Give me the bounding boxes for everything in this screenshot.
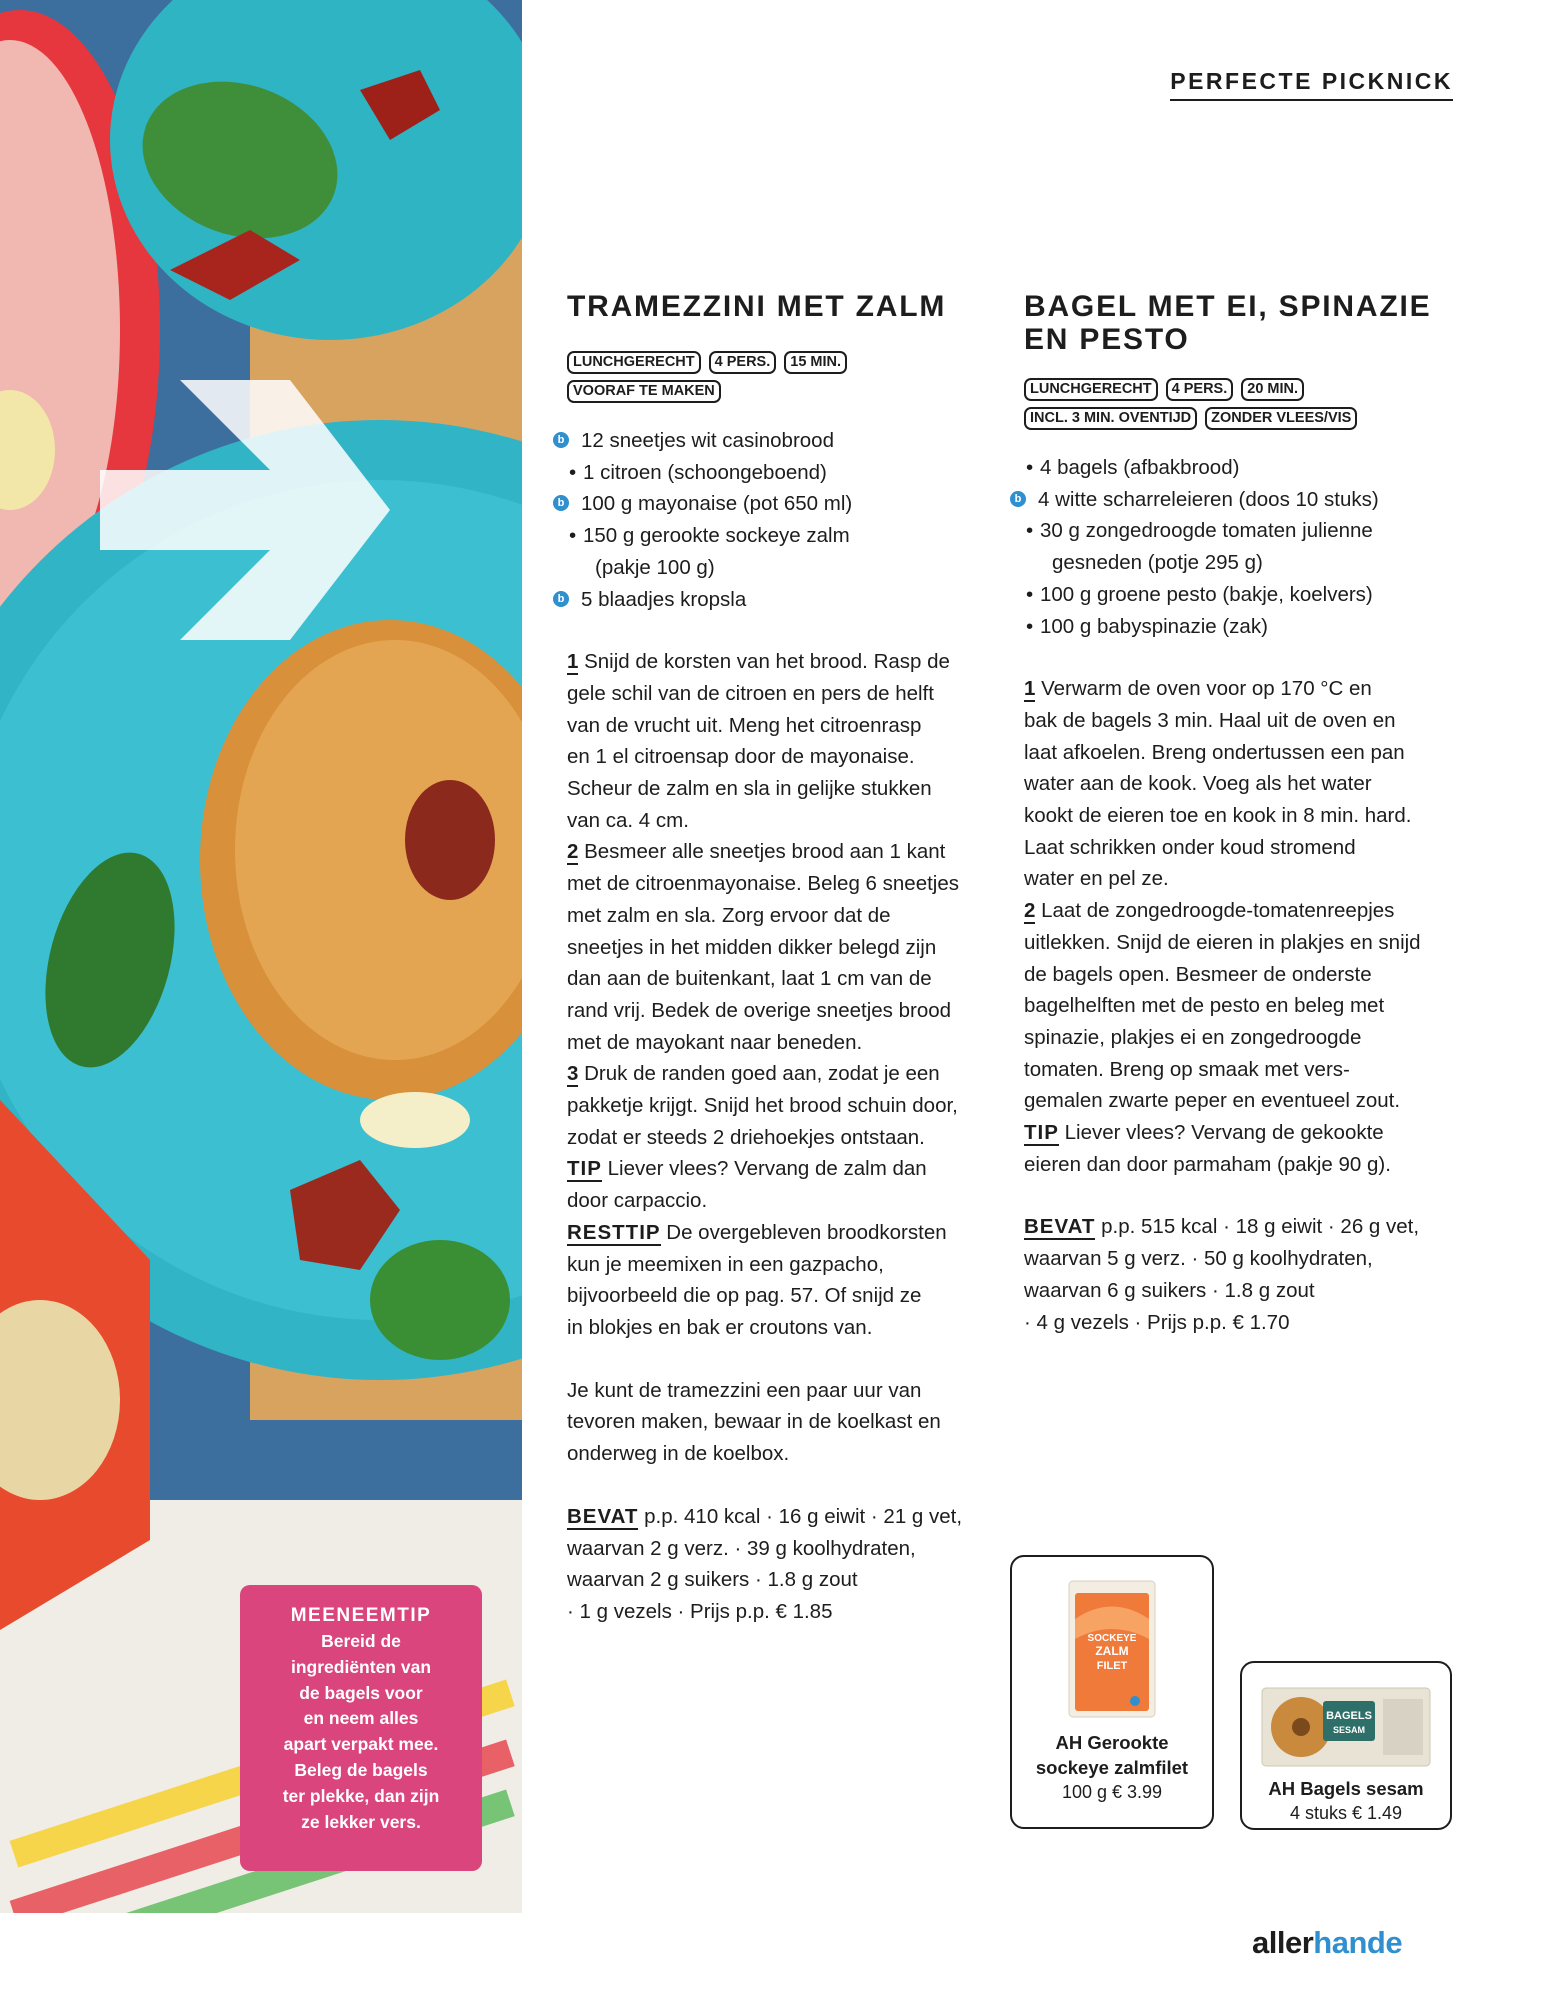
nutrition-info: BEVAT p.p. 410 kcal · 16 g eiwit · 21 g vet, waarvan 2 g verz. · 39 g koolhydraten, waarvan 2 g suikers · 1.8 g zout · 1 g vezels · Prijs p.p. € 1.85 — [567, 1504, 963, 1623]
step: 2 Besmeer alle sneetjes brood aan 1 kant met de citroenmayonaise. Beleg 6 sneetjes met zalm en sla. Zorg ervoor dat de sneetjes in het midden dikker belegd zijn dan aan de buitenkant, laat 1 cm van de rand vrij. Bedek de overige sneetjes brood met de mayokant naar beneden. — [567, 840, 960, 1054]
recipe-tramezzini — [557, 290, 999, 1628]
ingredient-item: (pakje 100 g) — [595, 555, 715, 579]
svg-text:SESAM: SESAM — [1332, 1725, 1366, 1735]
svg-text:BAGELS: BAGELS — [1326, 1710, 1372, 1722]
method — [1024, 673, 1464, 1180]
product-card-salmon[interactable] — [1010, 1555, 1214, 1829]
product-name: AH Gerookte sockeye zalmfilet — [1035, 1732, 1189, 1778]
product-card-bagels[interactable] — [1240, 1661, 1452, 1830]
section-label: PERFECTE PICKNICK — [1170, 68, 1453, 101]
recipe-bagel — [1014, 290, 1464, 1338]
step: 1 Verwarm de oven voor op 170 °C en bak de bagels 3 min. Haal uit de oven en laat afkoelen. Breng ondertussen een pan water aan de kook. Voeg als het water kookt de eieren toe en kook in 8 min. hard. Laat schrikken onder koud stromend water en pel ze. — [1024, 677, 1412, 891]
ingredient-item: • 100 g groene pesto (bakje, koelvers) — [1026, 582, 1373, 606]
tip-box-body — [252, 1629, 470, 1835]
ingredient-item: • 30 g zongedroogde tomaten julienne — [1026, 519, 1373, 543]
ingredient-list — [557, 425, 999, 615]
recipe-title: BAGEL MET EI, SPINAZIE EN PESTO — [1024, 290, 1432, 356]
tag-advance: VOORAF TE MAKEN — [567, 380, 721, 403]
nutrition-info: BEVAT p.p. 515 kcal · 18 g eiwit · 26 g vet, waarvan 5 g verz. · 50 g koolhydraten, waarvan 6 g suikers · 1.8 g zout · 4 g vezels · Prijs p.p. € 1.70 — [1024, 1215, 1420, 1334]
rest-tip: RESTTIP De overgebleven broodkorsten kun je meemixen in een gazpacho, bijvoorbeeld die op pag. 57. Of snijd ze in blokjes en bak er croutons van. — [567, 1220, 947, 1339]
product-price: 4 stuks € 1.49 — [1289, 1803, 1403, 1823]
tip: TIP Liever vlees? Vervang de gekookte eieren dan door parmaham (pakje 90 g). — [1024, 1121, 1391, 1176]
ingredient-item: • 4 bagels (afbakbrood) — [1026, 456, 1240, 479]
ingredient-item: b 5 blaadjes kropsla — [567, 584, 999, 616]
recipe-tags — [1024, 378, 1464, 430]
tag-time: 15 MIN. — [784, 351, 847, 374]
recipe-tags — [567, 351, 999, 403]
organic-icon: b — [553, 432, 569, 448]
organic-icon: b — [553, 495, 569, 511]
tag-vegetarian: ZONDER VLEES/VIS — [1205, 407, 1357, 430]
tip-box-line: ter plekke, dan zijn — [282, 1785, 440, 1806]
salmon-pack-image — [1067, 1579, 1157, 1719]
tag-persons: 4 PERS. — [709, 351, 777, 374]
svg-text:SOCKEYE: SOCKEYE — [1087, 1633, 1137, 1644]
svg-text:FILET: FILET — [1096, 1660, 1128, 1672]
bagels-pack-image — [1261, 1687, 1431, 1767]
tip-box-line: Beleg de bagels — [294, 1759, 428, 1780]
ingredient-item: b 100 g mayonaise (pot 650 ml) — [567, 488, 999, 520]
tip-box-line: en neem alles — [303, 1708, 419, 1729]
organic-icon: b — [553, 591, 569, 607]
advance-note: Je kunt de tramezzini een paar uur van tevoren maken, bewaar in de koelkast en onderweg in de koelbox. — [567, 1378, 941, 1466]
product-name: AH Bagels sesam — [1268, 1778, 1424, 1799]
tip: TIP Liever vlees? Vervang de zalm dan door carpaccio. — [567, 1157, 927, 1213]
svg-text:ZALM: ZALM — [1095, 1644, 1129, 1658]
brand-logo: allerhande — [1252, 1925, 1403, 1960]
ingredient-list — [1014, 452, 1464, 642]
tag-course: LUNCHGERECHT — [567, 351, 701, 374]
ingredient-item: b 12 sneetjes wit casinobrood — [567, 425, 999, 457]
recipe-title: TRAMEZZINI MET ZALM — [567, 290, 947, 323]
tip-box-line: apart verpakt mee. — [283, 1734, 439, 1755]
tag-course: LUNCHGERECHT — [1024, 378, 1158, 401]
tip-box-line: de bagels voor — [299, 1682, 423, 1703]
tip-box-title: MEENEEMTIP — [290, 1605, 432, 1626]
tip-box-line: Bereid de — [321, 1631, 401, 1651]
step: 3 Druk de randen goed aan, zodat je een pakketje krijgt. Snijd het brood schuin door, zodat er steeds 2 driehoekjes ontstaan. — [567, 1062, 958, 1149]
takeaway-tip-box — [240, 1585, 482, 1871]
step: 2 Laat de zongedroogde-tomatenreepjes uitlekken. Snijd de eieren in plakjes en snijd de bagels open. Besmeer de onderste bagelhelften met de pesto en beleg met spinazie, plakjes ei en zongedroogde tomaten. Breng op smaak met vers- gemalen zwarte peper en eventueel zout. — [1024, 899, 1421, 1113]
ingredient-item: • 100 g babyspinazie (zak) — [1026, 614, 1268, 638]
tag-persons: 4 PERS. — [1166, 378, 1234, 401]
step: 1 Snijd de korsten van het brood. Rasp de gele schil van de citroen en pers de helft van de vrucht uit. Meng het citroenrasp en 1 el citroensap door de mayonaise. Scheur de zalm en sla in gelijke stukken van ca. 4 cm. — [567, 650, 950, 832]
tag-oven-time: INCL. 3 MIN. OVENTIJD — [1024, 407, 1197, 430]
organic-icon: b — [1010, 491, 1026, 507]
tip-box-line: ingrediënten van — [290, 1656, 432, 1677]
ingredient-item: gesneden (potje 295 g) — [1052, 551, 1263, 575]
ingredient-item: • 1 citroen (schoongeboend) — [569, 460, 827, 484]
ingredient-item: • 150 g gerookte sockeye zalm — [569, 524, 850, 548]
method — [567, 646, 999, 1343]
food-photo — [0, 0, 522, 1913]
product-price: 100 g € 3.99 — [1061, 1782, 1163, 1802]
tip-box-line: ze lekker vers. — [301, 1811, 421, 1832]
tag-time: 20 MIN. — [1241, 378, 1304, 401]
ingredient-item: b 4 witte scharreleieren (doos 10 stuks) — [1024, 484, 1464, 516]
